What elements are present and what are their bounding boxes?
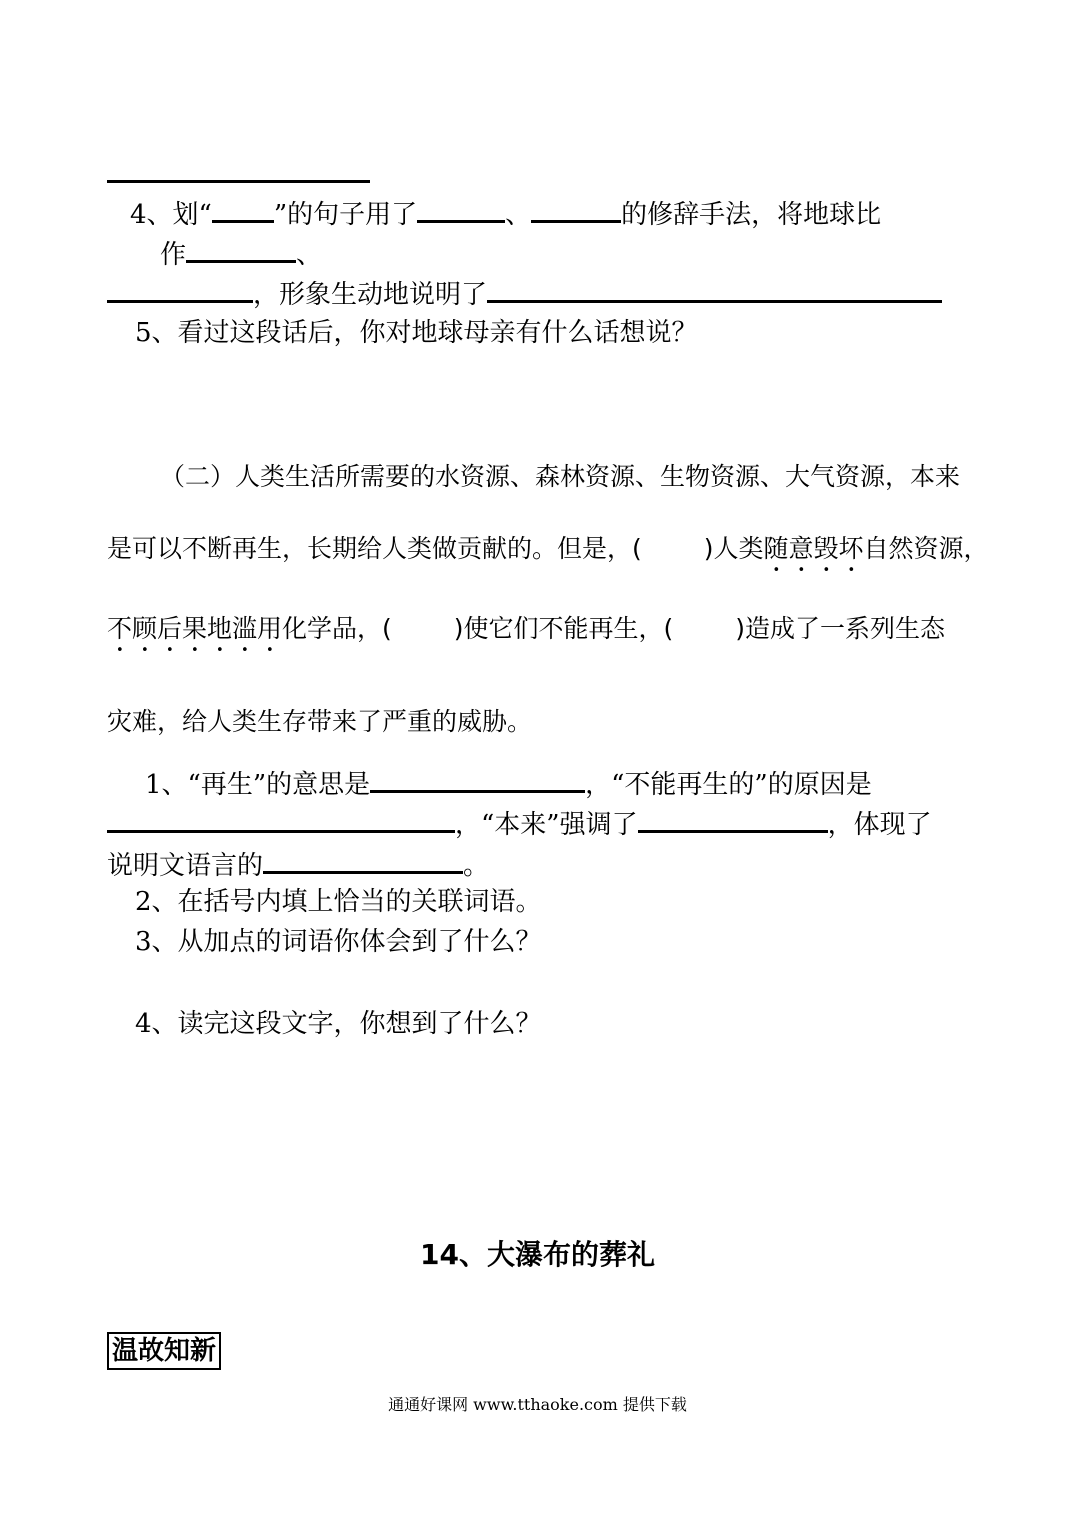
passage-line-3: 不顾后果地滥用化学品，( )使它们不能再生，( )造成了一系列生态 <box>107 614 946 643</box>
passage-line-4: 灾难，给人类生存带来了严重的威胁。 <box>107 707 533 736</box>
passage-line-1: （二）人类生活所需要的水资源、森林资源、生物资源、大气资源，本来 <box>160 462 961 491</box>
blank[interactable] <box>638 804 828 833</box>
answer-line <box>107 180 370 183</box>
section-label: 温故知新 <box>107 1332 221 1370</box>
question-2: 2、在括号内填上恰当的关联词语。 <box>135 887 542 917</box>
dotted-words: 随意毁坏 <box>763 534 864 563</box>
passage-line-2: 是可以不断再生，长期给人类做贡献的。但是，( )人类随意毁坏自然资源， <box>107 534 989 563</box>
question-1-line-3: 说明文语言的 。 <box>107 845 489 883</box>
question-4-line-3: ，形象生动地说明了 <box>107 274 942 312</box>
blank[interactable] <box>487 274 942 303</box>
blank[interactable] <box>370 764 585 793</box>
blank[interactable] <box>212 194 274 223</box>
question-3: 3、从加点的词语你体会到了什么？ <box>135 927 542 957</box>
blank[interactable] <box>107 804 455 833</box>
dotted-words: 不顾后果地滥用 <box>107 614 283 643</box>
blank[interactable] <box>263 845 463 874</box>
footer: 通通好课网 www.tthaoke.com 提供下载 <box>388 1395 687 1414</box>
lesson-title: 14、大瀑布的葬礼 <box>420 1238 655 1271</box>
question-4-line-2: 作 、 <box>160 234 322 272</box>
blank[interactable] <box>531 194 621 223</box>
question-1-line-2: ，“本来”强调了 ，体现了 <box>107 804 932 842</box>
question-1-line-1: 1、“再生”的意思是 ，“不能再生的”的原因是 <box>145 764 872 802</box>
blank[interactable] <box>107 274 253 303</box>
question-4: 4、读完这段文字，你想到了什么？ <box>135 1009 542 1039</box>
blank[interactable] <box>186 234 296 263</box>
blank[interactable] <box>417 194 505 223</box>
question-4-line-1: 4、划“ ”的句子用了 、 的修辞手法，将地球比 <box>130 194 881 232</box>
question-5: 5、看过这段话后，你对地球母亲有什么话想说？ <box>135 318 698 348</box>
